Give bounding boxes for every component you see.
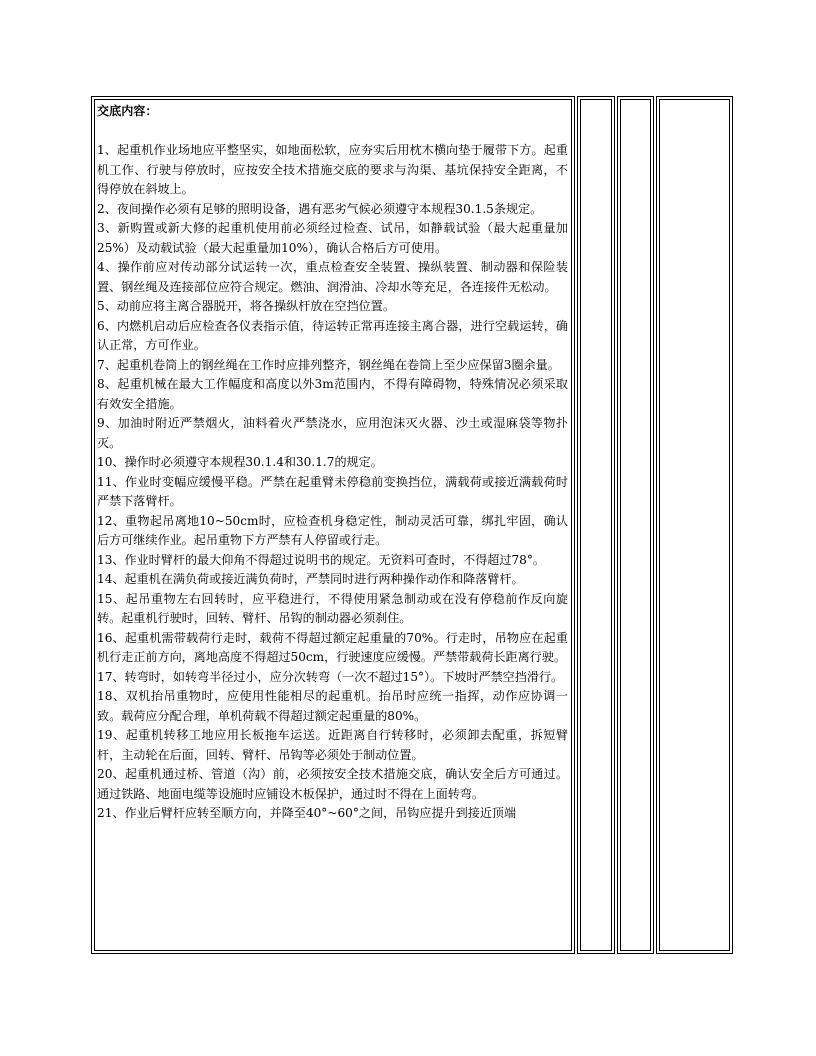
empty-cell-1	[577, 96, 615, 954]
empty-cell-2	[617, 96, 654, 954]
item-5: 5、动前应将主离合器脱开，将各操纵杆放在空挡位置。	[97, 299, 395, 313]
content-cell	[91, 96, 575, 954]
item-1: 1、起重机作业场地应平整坚实，如地面松软，应夯实后用枕木横向垫于履带下方。起重机工作、行驶与停放时，应按安全技术措施交底的要求与沟渠、基坑保持安全距离，不得停放在斜坡上。	[97, 143, 568, 196]
item-14: 14、起重机在满负荷或接近满负荷时，严禁同时进行两种操作动作和降落臂杆。	[97, 572, 524, 586]
item-10: 10、操作时必须遵守本规程30.1.4和30.1.7的规定。	[97, 455, 383, 469]
item-3: 3、新购置或新大修的起重机使用前必须经过检查、试吊，如静载试验（最大起重量加25%）及动载试验（最大起重量加10%），确认合格后方可使用。	[97, 221, 568, 255]
blank-line	[97, 122, 568, 142]
item-16: 16、起重机需带载荷行走时，载荷不得超过额定起重量的70%。行走时，吊物应在起重机行走正前方向，离地高度不得超过50cm，行驶速度应缓慢。严禁带载荷长距离行驶。	[97, 630, 568, 664]
item-15: 15、起吊重物左右回转时，应平稳进行，不得使用紧急制动或在没有停稳前作反向旋转。起重机行驶时，回转、臂杆、吊钩的制动器必须刹住。	[97, 591, 568, 625]
item-9: 9、加油时附近严禁烟火，油料着火严禁浇水，应用泡沫灭火器、沙土或湿麻袋等物扑灭。	[97, 416, 568, 450]
briefing-content	[97, 102, 568, 824]
empty-cell-3	[656, 96, 733, 954]
item-19: 19、起重机转移工地应用长板拖车运送。近距离自行转移时，必须卸去配重，拆短臂杆，主动轮在后面，回转、臂杆、吊钩等必须处于制动位置。	[97, 728, 568, 762]
item-4: 4、操作前应对传动部分试运转一次，重点检查安全装置、操纵装置、制动器和保险装置、钢丝绳及连接部位应符合规定。燃油、润滑油、冷却水等充足，各连接件无松动。	[97, 260, 568, 294]
item-6: 6、内燃机启动后应检查各仪表指示值，待运转正常再连接主离合器，进行空载运转，确认正常，方可作业。	[97, 318, 568, 352]
item-17: 17、转弯时，如转弯半径过小，应分次转弯（一次不超过15°）。下坡时严禁空挡滑行。	[97, 669, 564, 684]
item-20: 20、起重机通过桥、管道（沟）前，必须按安全技术措施交底，确认安全后方可通过。通过铁路、地面电缆等设施时应铺设木板保护，通过时不得在上面转弯。	[97, 767, 568, 801]
item-8: 8、起重机械在最大工作幅度和高度以外3m范围内，不得有障碍物，特殊情况必须采取有效安全措施。	[97, 377, 568, 411]
cell-inner-border	[659, 99, 730, 951]
item-7: 7、起重机卷筒上的钢丝绳在工作时应排列整齐，钢丝绳在卷筒上至少应保留3圈余量。	[97, 357, 560, 372]
item-18: 18、双机抬吊重物时，应使用性能相尽的起重机。抬吊时应统一指挥，动作应协调一致。载荷应分配合理，单机荷载不得超过额定起重量的80%。	[97, 689, 568, 723]
item-2: 2、夜间操作必须有足够的照明设备，遇有恶劣气候必须遵守本规程30.1.5条规定。	[97, 201, 543, 216]
section-title: 交底内容：	[97, 104, 158, 118]
item-11: 11、作业时变幅应缓慢平稳。严禁在起重臂未停稳前变换挡位，满载荷或接近满载荷时严禁下落臂杆。	[97, 474, 568, 508]
item-12: 12、重物起吊离地10~50cm时，应检查机身稳定性，制动灵活可靠，绑扎牢固，确认后方可继续作业。起吊重物下方严禁有人停留或行走。	[97, 513, 568, 547]
cell-inner-border	[580, 99, 612, 951]
cell-inner-border	[620, 99, 651, 951]
item-13: 13、作业时臂杆的最大仰角不得超过说明书的规定。无资料可查时，不得超过78°。	[97, 552, 546, 567]
item-21: 21、作业后臂杆应转至顺方向，并降至40°~60°之间，吊钩应提升到接近顶端	[97, 806, 517, 820]
